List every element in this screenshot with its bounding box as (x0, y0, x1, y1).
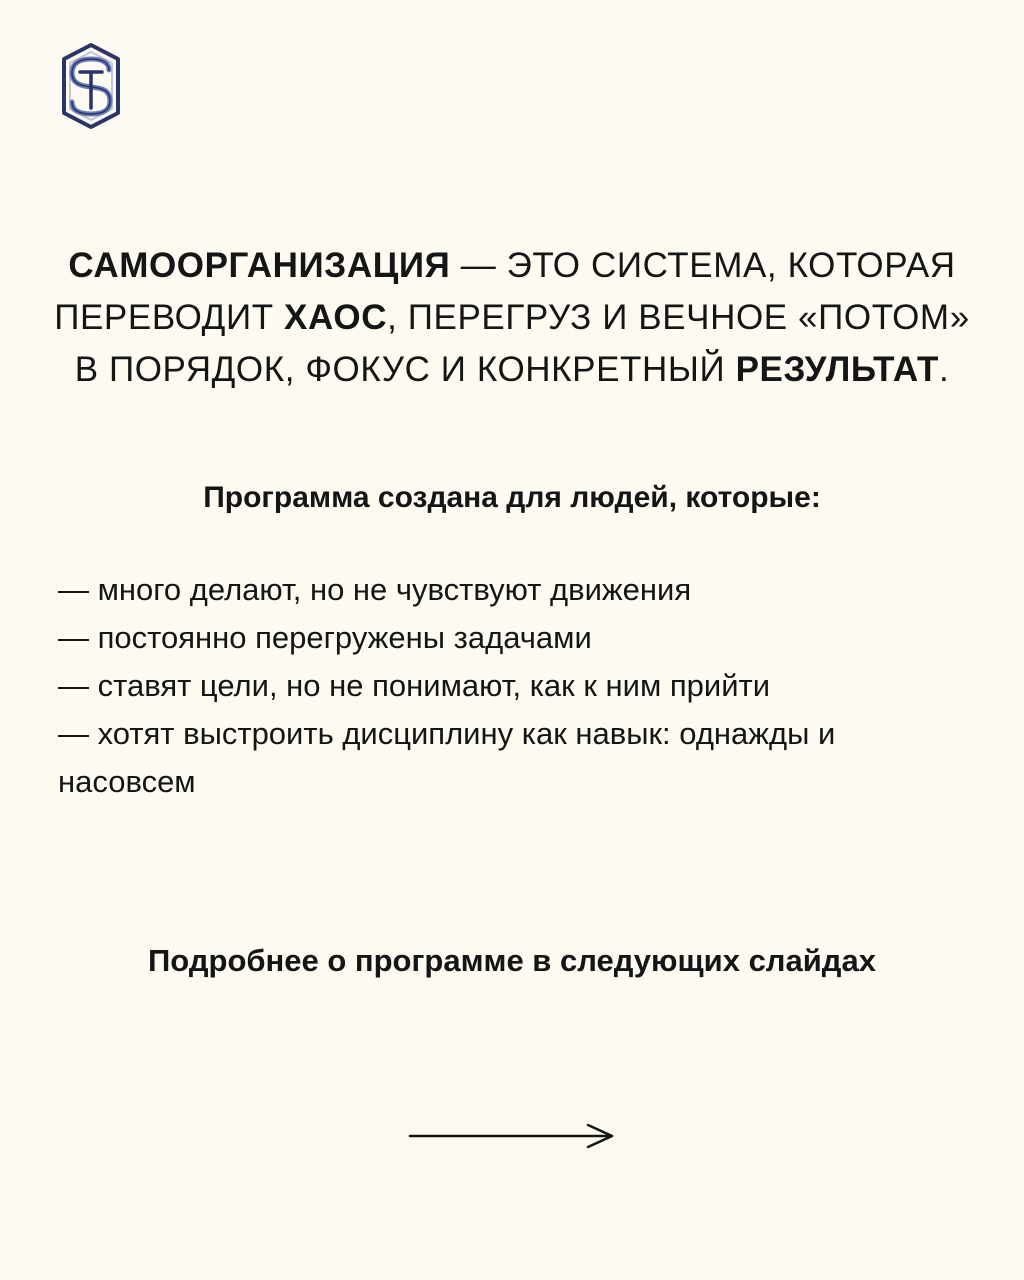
audience-item: — ставят цели, но не понимают, как к ним прийти (58, 668, 771, 703)
more-info-text: Подробнее о программе в следующих слайдах (148, 943, 876, 978)
arrow-right-icon (408, 1122, 618, 1150)
audience-item: — постоянно перегружены задачами (58, 620, 592, 655)
definition-part-2: , ПЕРЕГРУЗ И ВЕЧНОЕ «ПОТОМ» В ПОРЯДОК, ФОКУС И КОНКРЕТНЫЙ (74, 298, 970, 389)
audience-heading: Программа создана для людей, которые: (203, 481, 821, 514)
brand-logo (60, 42, 122, 130)
definition-part-1: — ЭТО СИСТЕМА, КОТОРАЯ ПЕРЕВОДИТ (54, 246, 956, 337)
audience-item: — много делают, но не чувствуют движения (58, 572, 692, 607)
definition-term: САМООРГАНИЗАЦИЯ (68, 246, 451, 285)
definition-result: РЕЗУЛЬТАТ (735, 350, 939, 389)
definition-chaos: ХАОС (284, 298, 388, 337)
brand-logo-icon (60, 42, 122, 130)
next-slide-arrow[interactable] (408, 1122, 618, 1150)
definition-end: . (938, 350, 950, 389)
definition-text (40, 240, 984, 396)
audience-item: — хотят выстроить дисциплину как навык: однажды и насовсем (58, 716, 836, 799)
audience-list (58, 566, 978, 806)
